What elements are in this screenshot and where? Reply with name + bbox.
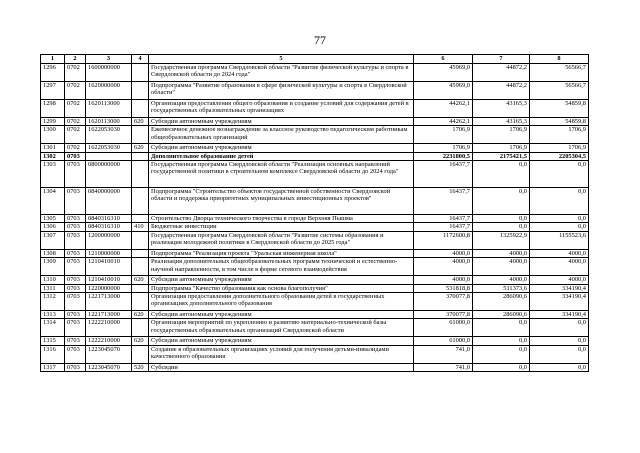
target-code: 1223045070 [86,345,132,363]
amount-col6: 1172600,8 [414,231,473,249]
row-number: 1312 [41,292,65,310]
amount-col7: 0,0 [473,337,530,345]
table-row [41,292,589,310]
amount-col6: 4000,0 [414,258,473,276]
amount-col6: 16437,7 [414,161,473,188]
section-code: 0703 [65,284,86,292]
amount-col8: 4000,0 [530,276,589,284]
amount-col7: 43165,3 [473,100,530,118]
amount-col6: 61000,0 [414,319,473,337]
column-header: 1 [41,55,65,64]
amount-col6: 44262,1 [414,100,473,118]
item-name: Государственная программа Свердловской области "Реализация основных направлений государственной политики в строительном комплексе Свердловской области до 2024 года" [149,161,414,188]
item-name: Бюджетные инвестиции [149,223,414,231]
row-number: 1303 [41,161,65,188]
column-header: 4 [132,55,149,64]
item-name: Подпрограмма "Развитие образования в сфере физической культуры и спорта в Свердловской области" [149,82,414,100]
target-code: 0840316310 [86,215,132,223]
expense-type: 620 [132,337,149,345]
section-code: 0703 [65,231,86,249]
amount-col7: 1706,9 [473,126,530,144]
amount-col7: 4000,0 [473,258,530,276]
section-code: 0702 [65,82,86,100]
section-code: 0703 [65,152,86,160]
amount-col7: 1325922,9 [473,231,530,249]
amount-col6: 16437,7 [414,223,473,231]
table-row [41,231,589,249]
section-code: 0703 [65,223,86,231]
target-code: 1210410010 [86,276,132,284]
row-number: 1299 [41,118,65,126]
expense-type [132,231,149,249]
amount-col7: 0,0 [473,319,530,337]
amount-col7: 43165,3 [473,118,530,126]
table-row [41,249,589,257]
amount-col7: 0,0 [473,223,530,231]
expense-type: 620 [132,144,149,152]
column-header: 8 [530,55,589,64]
target-code: 1200000000 [86,231,132,249]
section-code: 0703 [65,292,86,310]
amount-col6: 4000,0 [414,276,473,284]
amount-col8: 334190,4 [530,292,589,310]
row-number: 1315 [41,337,65,345]
amount-col8: 2205304,5 [530,152,589,160]
column-header: 7 [473,55,530,64]
expense-type [132,292,149,310]
page-number: 77 [314,33,326,47]
section-code: 0702 [65,118,86,126]
amount-col8: 0,0 [530,363,589,371]
amount-col7: 44872,2 [473,82,530,100]
section-code: 0703 [65,337,86,345]
section-code: 0703 [65,249,86,257]
amount-col8: 4000,0 [530,249,589,257]
expense-type [132,249,149,257]
table-body [41,64,589,372]
table-row [41,258,589,276]
amount-col7: 4000,0 [473,276,530,284]
amount-col8: 334190,4 [530,284,589,292]
target-code: 0840316310 [86,223,132,231]
target-code: 1220000000 [86,284,132,292]
target-code: 1620113000 [86,118,132,126]
row-number: 1297 [41,82,65,100]
row-number: 1313 [41,310,65,318]
section-code: 0703 [65,363,86,371]
section-code: 0702 [65,126,86,144]
section-code: 0703 [65,310,86,318]
amount-col8: 334190,4 [530,310,589,318]
item-name: Подпрограмма "Реализация проекта "Уральская инженерная школа" [149,249,414,257]
amount-col6: 61000,0 [414,337,473,345]
section-code: 0703 [65,258,86,276]
item-name: Строительство Дворца технического творчества в городе Верхняя Пышма [149,215,414,223]
amount-col7: 4000,0 [473,249,530,257]
section-code: 0703 [65,319,86,337]
target-code: 0800000000 [86,161,132,188]
target-code: 0840000000 [86,188,132,215]
amount-col8: 54859,8 [530,118,589,126]
expense-type [132,64,149,82]
table-row [41,82,589,100]
amount-col7: 0,0 [473,345,530,363]
amount-col7: 1706,9 [473,144,530,152]
table-row [41,310,589,318]
item-name: Субсидии автономным учреждениям [149,144,414,152]
target-code: 1221713000 [86,292,132,310]
row-number: 1307 [41,231,65,249]
item-name: Субсидии автономным учреждениям [149,118,414,126]
section-code: 0703 [65,215,86,223]
section-code: 0703 [65,161,86,188]
item-name: Дополнительное образование детей [149,152,414,160]
row-number: 1298 [41,100,65,118]
amount-col7: 44872,2 [473,64,530,82]
amount-col8: 1706,9 [530,144,589,152]
expense-type [132,126,149,144]
budget-table [40,54,589,372]
amount-col8: 0,0 [530,337,589,345]
table-row [41,188,589,215]
item-name: Субсидии автономным учреждениям [149,337,414,345]
row-number: 1302 [41,152,65,160]
section-code: 0702 [65,100,86,118]
expense-type [132,284,149,292]
amount-col8: 54859,8 [530,100,589,118]
row-number: 1316 [41,345,65,363]
expense-type [132,82,149,100]
table-row [41,64,589,82]
expense-type [132,161,149,188]
amount-col6: 44262,1 [414,118,473,126]
row-number: 1309 [41,258,65,276]
amount-col6: 1706,9 [414,144,473,152]
item-name: Субсидии автономным учреждениям [149,276,414,284]
row-number: 1311 [41,284,65,292]
table-row [41,319,589,337]
amount-col6: 45969,0 [414,82,473,100]
item-name: Организация мероприятий по укреплению и развитию материально-технической базы государственных образовательных организаций Свердловской области [149,319,414,337]
section-code: 0702 [65,64,86,82]
amount-col6: 1706,9 [414,126,473,144]
row-number: 1310 [41,276,65,284]
amount-col6: 16437,7 [414,215,473,223]
row-number: 1308 [41,249,65,257]
target-code: 1620000000 [86,82,132,100]
expense-type [132,319,149,337]
amount-col7: 286090,6 [473,310,530,318]
amount-col6: 16437,7 [414,188,473,215]
amount-col6: 45969,0 [414,64,473,82]
amount-col6: 741,0 [414,345,473,363]
expense-type: 520 [132,363,149,371]
item-name: Подпрограмма "Строительство объектов государственной собственности Свердловской области и поддержка приоритетных муниципальных инвестиционных проектов" [149,188,414,215]
column-header: 3 [86,55,132,64]
amount-col8: 4000,0 [530,258,589,276]
amount-col7: 0,0 [473,161,530,188]
target-code [86,152,132,160]
table-row [41,144,589,152]
amount-col6: 4000,0 [414,249,473,257]
amount-col8: 0,0 [530,319,589,337]
expense-type [132,152,149,160]
table-header-row [41,55,589,64]
expense-type: 620 [132,276,149,284]
row-number: 1305 [41,215,65,223]
amount-col8: 0,0 [530,188,589,215]
item-name: Государственная программа Свердловской области "Развитие системы образования и реализация молодежной политики в Свердловской области до 2025 года" [149,231,414,249]
table-row [41,345,589,363]
amount-col8: 56566,7 [530,64,589,82]
amount-col8: 0,0 [530,345,589,363]
amount-col8: 0,0 [530,223,589,231]
amount-col6: 741,0 [414,363,473,371]
item-name: Создание в образовательных организациях условий для получения детьми-инвалидами качественного образования [149,345,414,363]
table-row [41,118,589,126]
table-row [41,337,589,345]
column-header: 2 [65,55,86,64]
row-number: 1306 [41,223,65,231]
table-row [41,100,589,118]
table-row [41,363,589,371]
item-name: Организация предоставления дополнительного образования детей в государственных организациях дополнительного образования [149,292,414,310]
row-number: 1301 [41,144,65,152]
amount-col7: 0,0 [473,188,530,215]
target-code: 1622053030 [86,126,132,144]
amount-col6: 531818,8 [414,284,473,292]
amount-col8: 0,0 [530,161,589,188]
target-code: 1222210000 [86,319,132,337]
target-code: 1600000000 [86,64,132,82]
table-row [41,126,589,144]
section-code: 0703 [65,276,86,284]
target-code: 1620113000 [86,100,132,118]
target-code: 1210000000 [86,249,132,257]
row-number: 1296 [41,64,65,82]
item-name: Реализация дополнительных общеобразовательных программ технической и естественно-научной направленности, в том числе в форме сетевого взаимодействия [149,258,414,276]
table-row [41,161,589,188]
row-number: 1304 [41,188,65,215]
expense-type [132,215,149,223]
item-name: Ежемесячное денежное вознаграждение за классное руководство педагогическим работникам общеобразовательных организаций [149,126,414,144]
section-code: 0703 [65,188,86,215]
expense-type [132,188,149,215]
amount-col6: 370077,8 [414,310,473,318]
amount-col8: 1706,9 [530,126,589,144]
table-row [41,223,589,231]
target-code: 1222210000 [86,337,132,345]
row-number: 1314 [41,319,65,337]
expense-type [132,100,149,118]
item-name: Субсидии автономным учреждениям [149,310,414,318]
table-row [41,152,589,160]
amount-col7: 0,0 [473,215,530,223]
item-name: Государственная программа Свердловской области "Развитие физической культуры и спорта в Свердловской области до 2024 года" [149,64,414,82]
expense-type [132,345,149,363]
target-code: 1221713000 [86,310,132,318]
column-header: 5 [149,55,414,64]
amount-col6: 370077,8 [414,292,473,310]
target-code: 1223045070 [86,363,132,371]
amount-col8: 56566,7 [530,82,589,100]
table-row [41,276,589,284]
target-code: 1622053030 [86,144,132,152]
amount-col6: 2231800,5 [414,152,473,160]
item-name: Организация предоставления общего образования и создание условий для содержания детей в государственных образовательных организациях [149,100,414,118]
table-row [41,284,589,292]
amount-col7: 0,0 [473,363,530,371]
amount-col7: 2175421,5 [473,152,530,160]
expense-type: 620 [132,310,149,318]
expense-type: 410 [132,223,149,231]
item-name: Подпрограмма "Качество образования как основа благополучия" [149,284,414,292]
table-row [41,215,589,223]
amount-col8: 0,0 [530,215,589,223]
amount-col7: 511373,6 [473,284,530,292]
section-code: 0703 [65,345,86,363]
row-number: 1300 [41,126,65,144]
section-code: 0702 [65,144,86,152]
column-header: 6 [414,55,473,64]
item-name: Субсидии [149,363,414,371]
expense-type: 620 [132,118,149,126]
row-number: 1317 [41,363,65,371]
amount-col8: 1155523,6 [530,231,589,249]
amount-col7: 286090,6 [473,292,530,310]
expense-type [132,258,149,276]
target-code: 1210410010 [86,258,132,276]
